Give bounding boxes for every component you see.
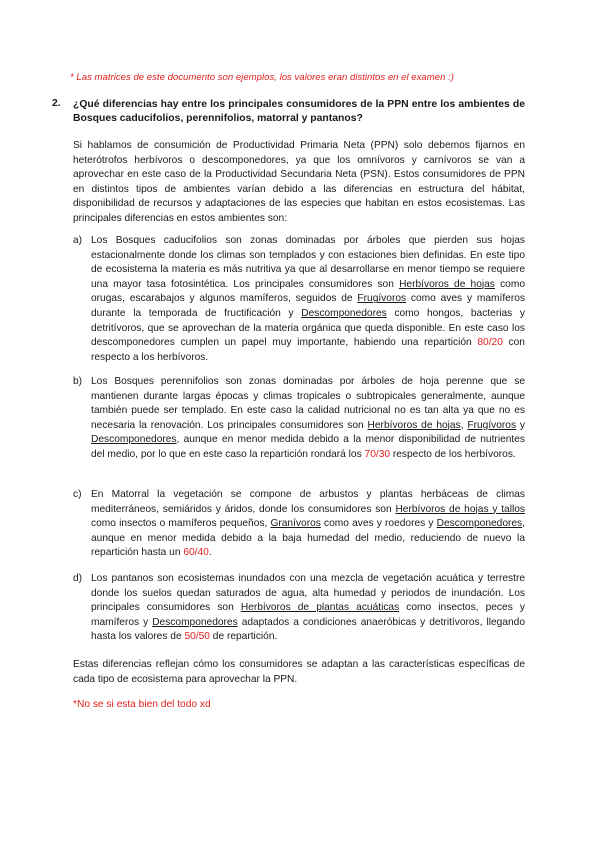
consumer-term: Descomponedores: [301, 307, 387, 319]
question-text: ¿Qué diferencias hay entre los principales consumidores de la PPN entre los ambientes de Bosques caducifolios, perennifolios, matorral y pantanos?: [73, 99, 525, 124]
footer-note: *No se si esta bien del todo xd: [73, 699, 211, 710]
item-label: a): [73, 235, 83, 246]
item-text: Los Bosques caducifolios son zonas dominadas por árboles que pierden sus hojas estacionalmente donde los climas son templados y con estaciones bien definidas. En este tipo de ecosistema la materia es más nutritiva ya que al desarrollarse en menor tiempo se requiere una mayor tasa fotosintética. Los principales consumidores son: [91, 235, 525, 290]
item-text: , aunque en menor medida debido a la menor disponibilidad de nutrientes del medio, por lo que en este caso la repartición rondará los: [91, 434, 525, 460]
header-note: * Las matrices de este documento son ejemplos, los valores eran distintos en el examen :): [70, 72, 454, 83]
item-text: como aves y mamíferos durante la temporada de fructificación y: [91, 293, 525, 319]
item-text: Los pantanos son ecosistemas inundados con una mezcla de vegetación acuática y terrestre donde los suelos quedan saturados de agua, alta humedad y periodos de inundación. Los principales consumidores son: [91, 573, 525, 614]
item-body: [91, 572, 525, 645]
consumer-term: Herbívoros de hojas: [367, 419, 461, 431]
list-item-c: [73, 488, 525, 561]
consumer-term: Frugívoros: [357, 293, 407, 305]
consumer-term: Descomponedores: [436, 518, 523, 530]
item-text: ,: [460, 419, 468, 431]
item-text: como insectos, peces y mamíferos y: [91, 602, 525, 628]
item-text: , aunque en menor medida debido a la baja humedad del medio, reduciendo de nuevo la repartición hasta un: [91, 518, 525, 559]
item-text: Los Bosques perennifolios son zonas dominadas por árboles de hoja perenne que se mantienen durante largas épocas y climas tropicales o subtropicales generalmente, aunque también puede ser templado. En este caso la calidad nutricional no es tan alta ya que no es necesaria la renovación. Los principales consumidores son: [91, 376, 525, 431]
consumer-term: Descomponedores: [152, 616, 238, 628]
item-label: d): [73, 573, 83, 584]
ratio-value: 50/50: [184, 631, 210, 643]
consumer-term: Herbívoros de plantas acuáticas: [240, 602, 400, 614]
item-text: como insectos o mamíferos pequeños,: [91, 518, 271, 530]
item-text: y: [516, 419, 525, 431]
item-label: b): [73, 376, 83, 387]
consumer-term: Frugívoros: [467, 419, 517, 431]
item-label: c): [73, 489, 82, 500]
consumer-term: Herbívoros de hojas: [399, 278, 495, 290]
item-text: de repartición.: [209, 631, 278, 643]
list-item-a: [73, 234, 525, 365]
consumer-term: Herbívoros de hojas y tallos: [395, 503, 525, 515]
list-item-d: [73, 572, 525, 645]
item-text: adaptados a condiciones anaeróbicas y detritívoros, llegando hasta los valores de: [91, 616, 525, 643]
item-body: [91, 375, 525, 463]
consumer-term: Descomponedores: [91, 434, 177, 446]
item-text: con respecto a los herbívoros.: [91, 337, 525, 363]
question-number: 2.: [52, 98, 61, 109]
consumer-term: Granívoros: [270, 518, 321, 530]
conclusion-paragraph: Estas diferencias reflejan cómo los consumidores se adaptan a las características específicas de cada tipo de ecosistema para aprovechar la PPN.: [73, 659, 525, 685]
item-body: [91, 488, 525, 561]
ratio-value: 70/30: [364, 448, 391, 460]
item-text: respecto de los herbívoros.: [390, 448, 516, 460]
item-text: como hongos, bacterias y detritívoros, que se aprovechan de la materia orgánica que queda disponible. En este caso los descomponedores cumplen un papel muy importante, habiendo una repartición: [91, 307, 525, 349]
item-text: como aves y roedores y: [320, 518, 437, 530]
item-text: como orugas, escarabajos y algunos mamíferos, seguidos de: [91, 278, 525, 305]
item-text: .: [208, 547, 212, 559]
list-item-b: [73, 375, 525, 463]
item-text: En Matorral la vegetación se compone de arbustos y plantas herbáceas de climas mediterráneos, semiáridos y áridos, donde los consumidores son: [91, 489, 525, 515]
item-body: [91, 234, 525, 365]
ratio-value: 60/40: [183, 547, 209, 559]
intro-paragraph: Si hablamos de consumición de Productividad Primaria Neta (PPN) solo debemos fijarnos en heterótrofos herbívoros o descomponedores, ya que los omnívoros y carnívoros se van a aprovechar en este caso de la Productividad Secundaria Neta (PSN). Estos consumidores de PPN en distintos tipos de ambientes varían debido a las diferencias en estructura del hábitat, disponibilidad de recursos y adaptaciones de las especies que habitan en estos ecosistemas. Las principales diferencias en estos ambientes son:: [73, 140, 525, 224]
ratio-value: 80/20: [477, 337, 503, 349]
